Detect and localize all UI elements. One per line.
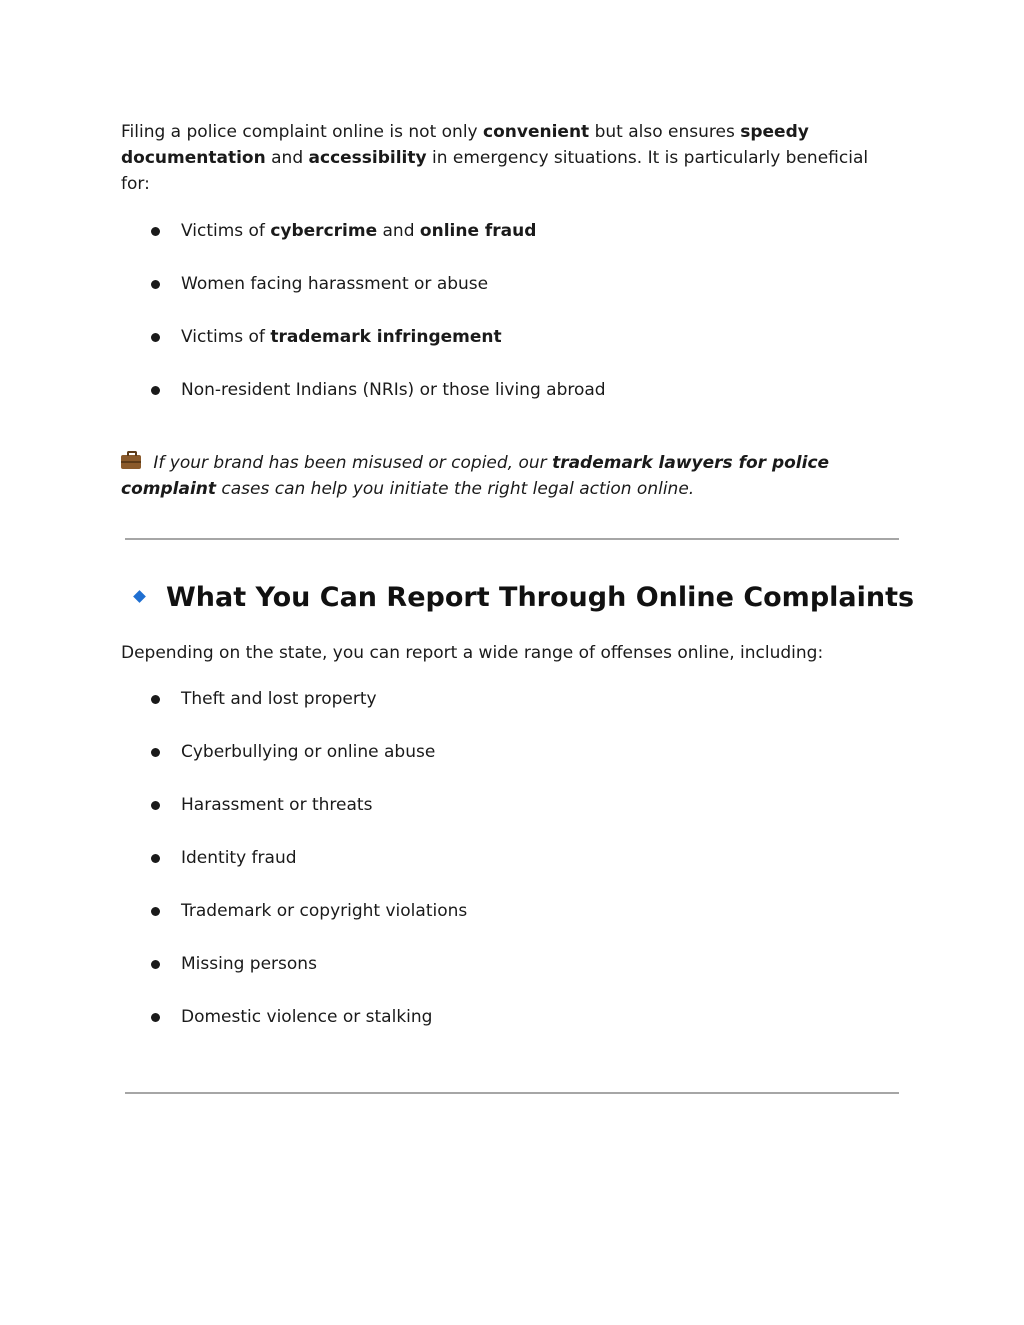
bullet-icon xyxy=(151,907,160,916)
list-item: Harassment or threats xyxy=(121,792,896,845)
list-item: Non-resident Indians (NRIs) or those living abroad xyxy=(121,377,896,430)
list-item: Trademark or copyright violations xyxy=(121,898,896,951)
intro-paragraph: Filing a police complaint online is not only convenient but also ensures speedy documentation and accessibility in emergency situations. It is particularly beneficial for: xyxy=(121,122,869,194)
bullet-icon xyxy=(151,280,160,289)
section-lead-paragraph: Depending on the state, you can report a wide range of offenses online, including: xyxy=(121,643,824,663)
beneficiaries-list xyxy=(121,218,896,430)
briefcase-icon xyxy=(121,455,141,469)
list-item: Victims of cybercrime and online fraud xyxy=(121,218,896,271)
section-heading: What You Can Report Through Online Complaints xyxy=(121,578,921,618)
bold-accessibility: accessibility xyxy=(308,148,427,168)
list-item: Theft and lost property xyxy=(121,686,896,739)
list-item: Cyberbullying or online abuse xyxy=(121,739,896,792)
bullet-icon xyxy=(151,695,160,704)
offenses-list xyxy=(121,686,896,1057)
list-item: Domestic violence or stalking xyxy=(121,1004,896,1057)
bold-speedy-documentation: speedy documentation xyxy=(121,122,809,168)
trademark-lawyers-link-text: trademark lawyers for police complaint xyxy=(121,453,830,499)
list-item: Women facing harassment or abuse xyxy=(121,271,896,324)
bullet-icon xyxy=(151,386,160,395)
bullet-icon xyxy=(151,854,160,863)
bullet-icon xyxy=(151,801,160,810)
list-item: Identity fraud xyxy=(121,845,896,898)
list-item: Missing persons xyxy=(121,951,896,1004)
list-item: Victims of trademark infringement xyxy=(121,324,896,377)
bullet-icon xyxy=(151,1013,160,1022)
horizontal-divider xyxy=(125,538,899,540)
bullet-icon xyxy=(151,748,160,757)
bold-convenient: convenient xyxy=(483,122,590,142)
bullet-icon xyxy=(151,960,160,969)
blue-diamond-icon xyxy=(133,590,146,603)
trademark-note: If your brand has been misused or copied, our trademark lawyers for police complaint cases can help you initiate the right legal action online. xyxy=(121,453,830,499)
horizontal-divider xyxy=(125,1092,899,1094)
bullet-icon xyxy=(151,227,160,236)
bullet-icon xyxy=(151,333,160,342)
